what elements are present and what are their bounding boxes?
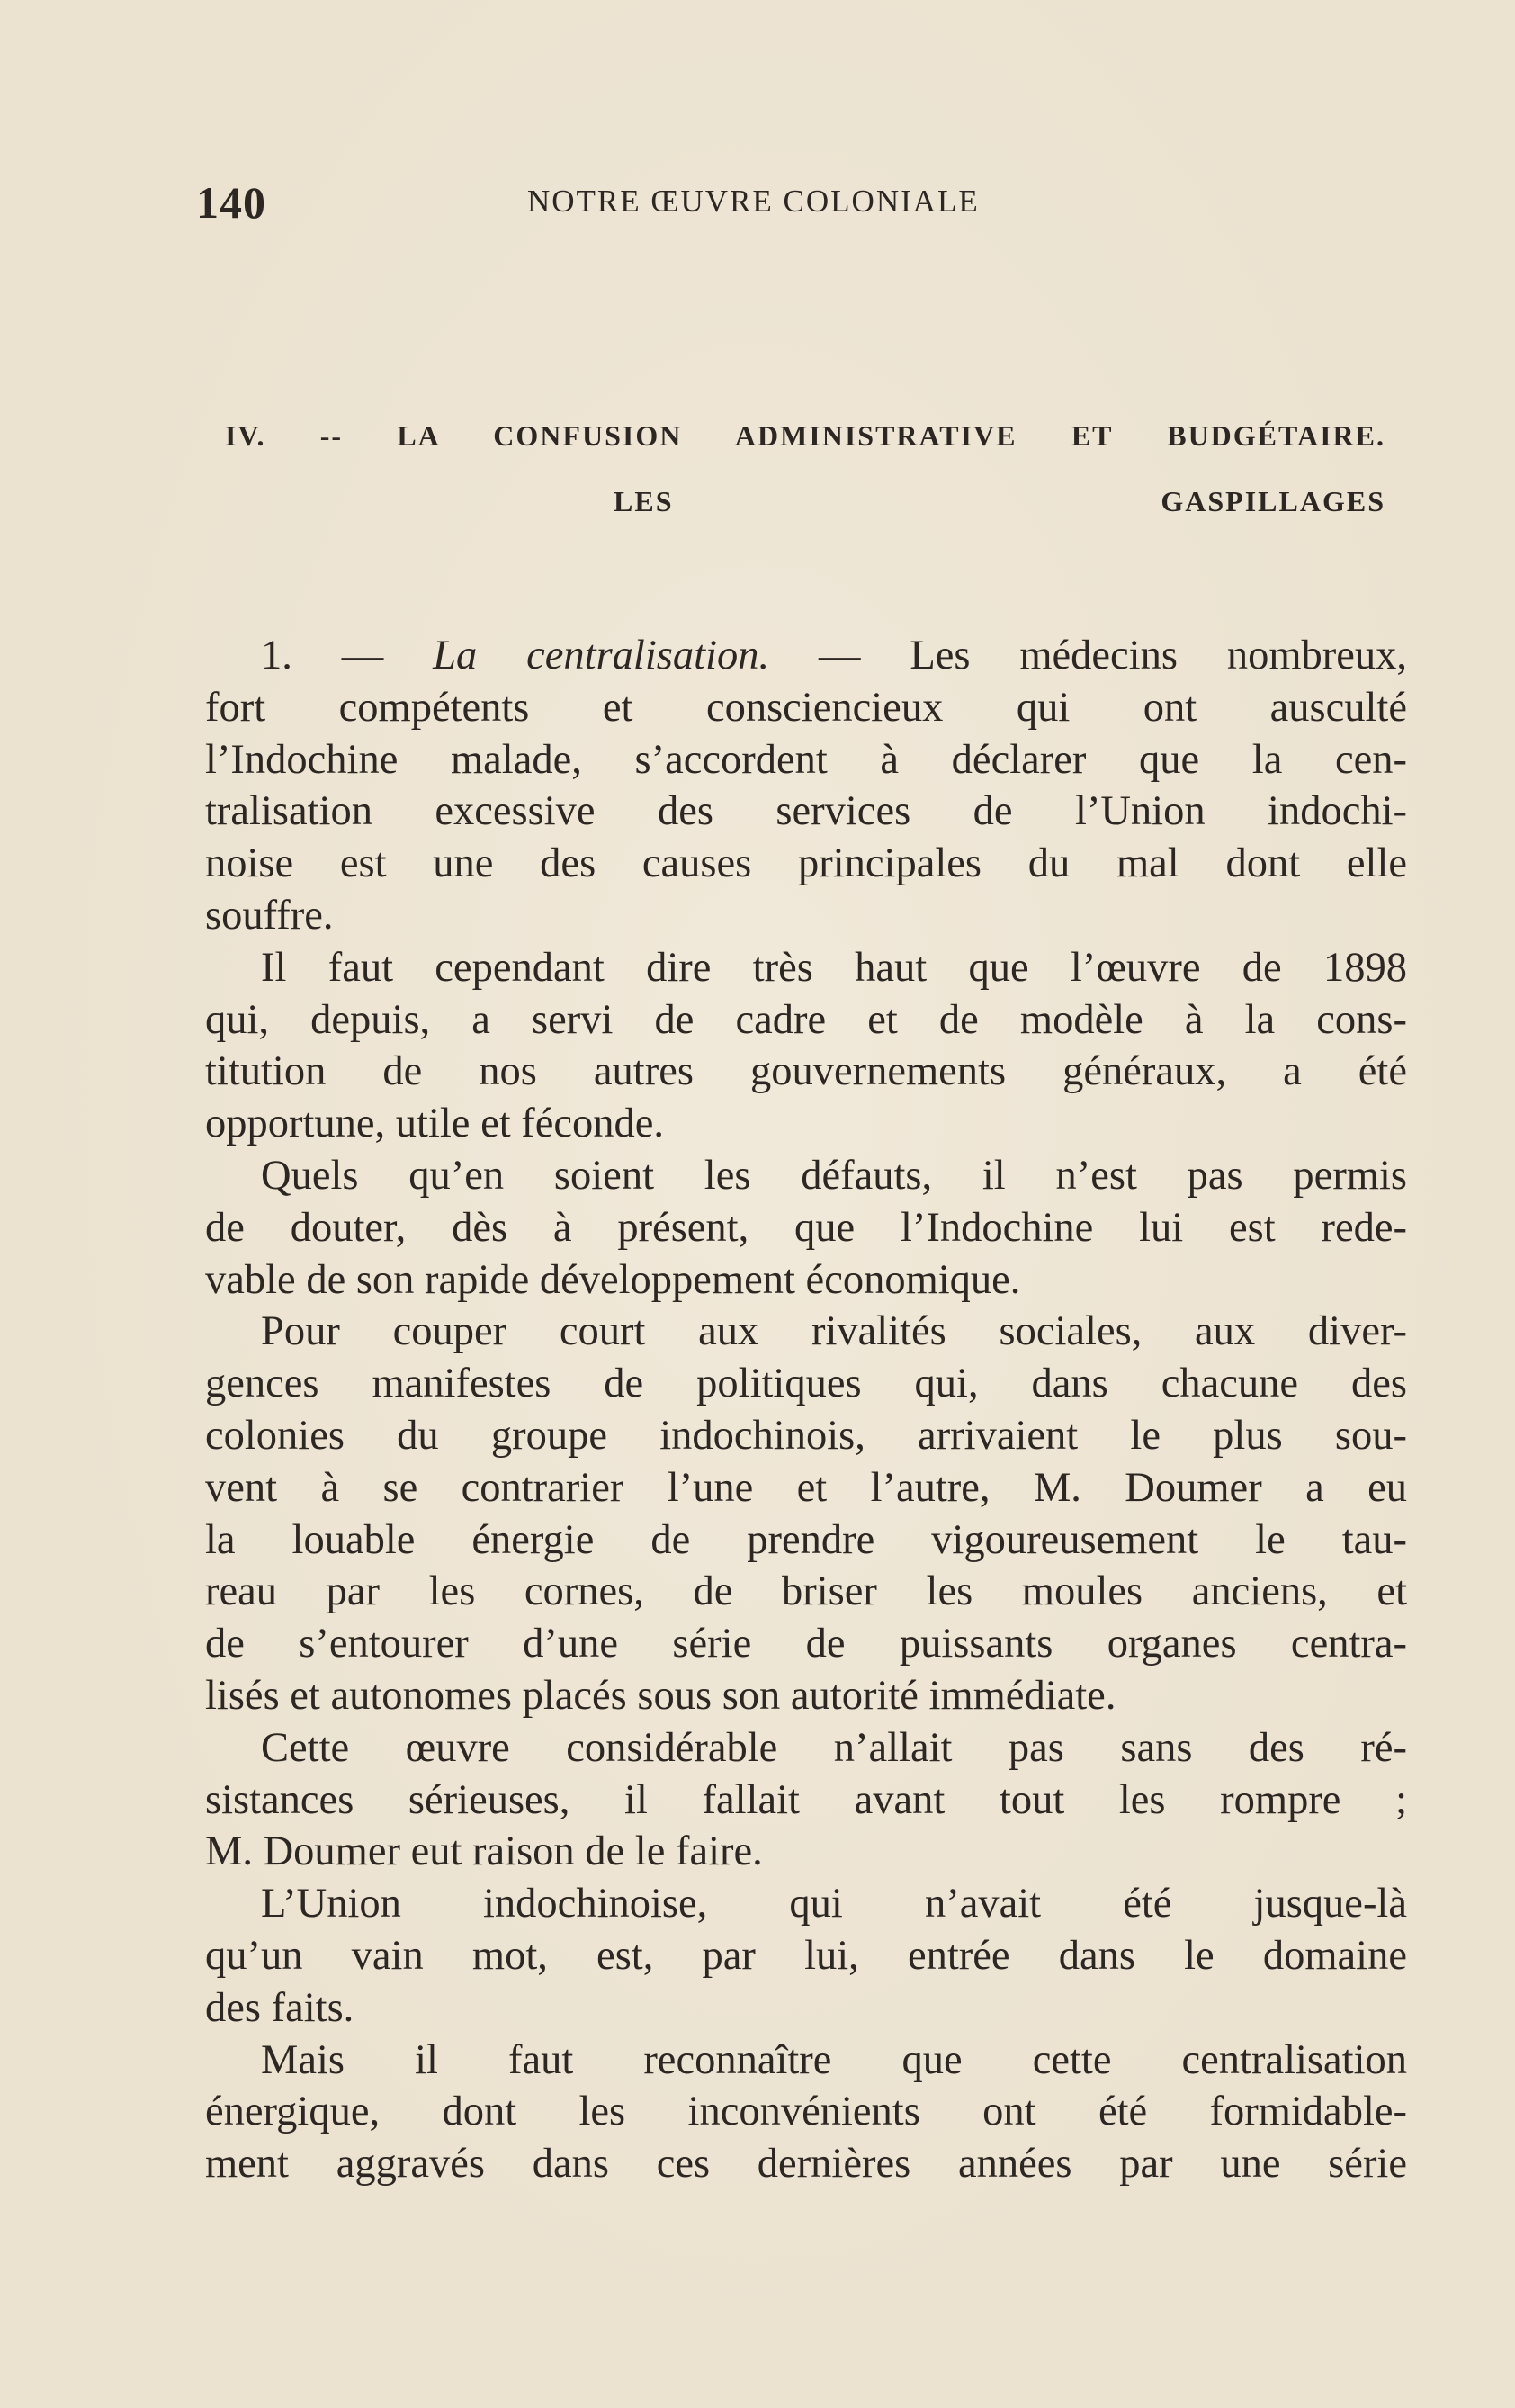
text-line: noise est une des causes principales du mal dont elle [205, 840, 1407, 887]
section-heading [225, 419, 1385, 518]
text-line: L’Union indochinoise, qui n’avait été jusque-là [261, 1881, 1407, 1927]
text-line: de douter, dès à présent, que l’Indochine lui est rede- [205, 1204, 1407, 1251]
page-number: 140 [196, 177, 266, 228]
text-line: lisés et autonomes placés sous son autorité immédiate. [205, 1672, 1116, 1719]
text-line: souffre. [205, 892, 334, 939]
section-heading-line-1: IV. -- LA CONFUSION ADMINISTRATIVE ET BUDGÉTAIRE. [225, 419, 1385, 452]
text-line: titution de nos autres gouvernements généraux, a été [205, 1048, 1407, 1095]
text-line: gences manifestes de politiques qui, dans chacune des [205, 1361, 1407, 1407]
text-line: la louable énergie de prendre vigoureusement le tau- [205, 1516, 1407, 1563]
subsection-number: 1. — [261, 633, 434, 678]
text-line: fort compétents et consciencieux qui ont ausculté [205, 684, 1407, 731]
running-title: NOTRE ŒUVRE COLONIALE [527, 184, 980, 219]
text-line: Cette œuvre considérable n’allait pas sans des ré- [261, 1724, 1407, 1771]
text-line: vable de son rapide développement économique. [205, 1256, 1021, 1303]
text-line: opportune, utile et féconde. [205, 1101, 665, 1147]
text-line: qu’un vain mot, est, par lui, entrée dans le domaine [205, 1932, 1407, 1979]
body-text [205, 630, 1407, 2190]
text-line: colonies du groupe indochinois, arrivaient le plus sou- [205, 1412, 1407, 1459]
text-line: sistances sérieuses, il fallait avant tout les rompre ; [205, 1776, 1407, 1823]
text-line: Mais il faut reconnaître que cette centralisation [261, 2036, 1407, 2083]
section-heading-line-2: LES GASPILLAGES [614, 485, 1385, 517]
text-line: vent à se contrarier l’une et l’autre, M. Doumer a eu [205, 1464, 1407, 1511]
text-line: ment aggravés dans ces dernières années par une série [205, 2141, 1407, 2188]
text-line: reau par les cornes, de briser les moules anciens, et [205, 1568, 1407, 1615]
text-line: Quels qu’en soient les défauts, il n’est pas permis [261, 1152, 1407, 1199]
text-line: de s’entourer d’une série de puissants organes centra- [205, 1621, 1407, 1667]
text-line: Pour couper court aux rivalités sociales, aux diver- [261, 1308, 1407, 1355]
text-line: M. Doumer eut raison de le faire. [205, 1828, 763, 1875]
text-line: tralisation excessive des services de l’Union indochi- [205, 788, 1407, 835]
text-line [205, 630, 1407, 682]
text-line: Il faut cependant dire très haut que l’œuvre de 1898 [261, 944, 1407, 991]
text-fragment: — Les médecins nombreux, [769, 633, 1407, 678]
subsection-title: La centralisation. [433, 633, 770, 678]
running-head [196, 176, 1096, 239]
text-line: qui, depuis, a servi de cadre et de modèle à la cons- [205, 996, 1407, 1043]
text-line: l’Indochine malade, s’accordent à déclarer que la cen- [205, 736, 1407, 783]
text-line: énergique, dont les inconvénients ont été formidable- [205, 2089, 1407, 2135]
text-line: des faits. [205, 1984, 354, 2031]
